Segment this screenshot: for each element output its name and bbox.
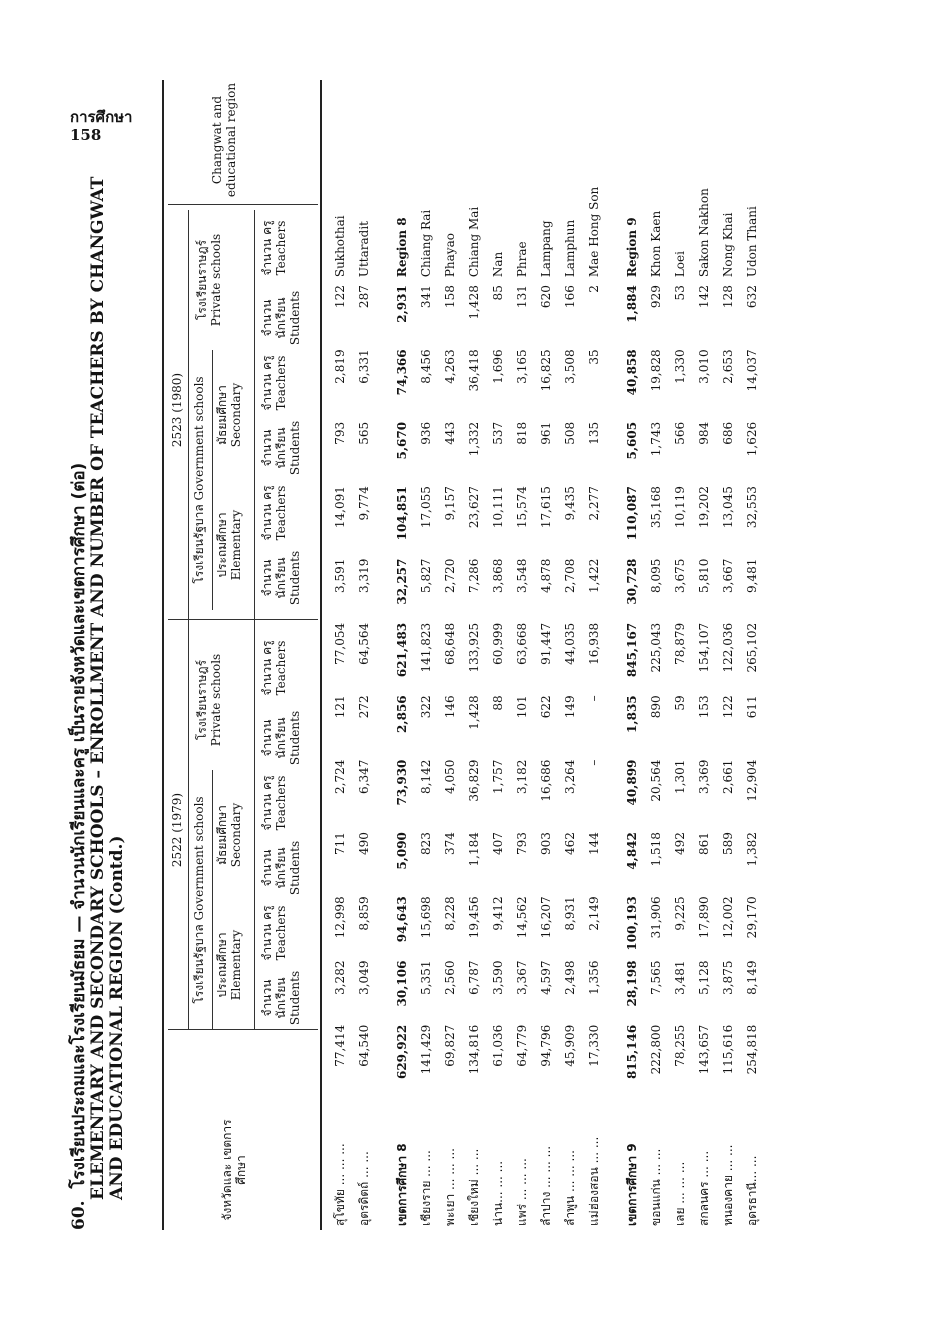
row-name-english: Region 8: [395, 217, 409, 278]
table-cell: 19,828: [649, 349, 663, 392]
table-cell: 134,816: [467, 1024, 481, 1075]
rotated-table-page: [70, 80, 890, 1230]
table-cell: 2,653: [721, 349, 735, 384]
table-cell: 9,435: [563, 486, 577, 521]
table-cell: 143,657: [697, 1024, 711, 1075]
table-row: [644, 80, 668, 1230]
table-cell: 611: [745, 695, 759, 719]
sec-header-1980: มัธยมศึกษา Secondary: [215, 382, 243, 448]
table-cell: 5,605: [625, 421, 639, 460]
table-cell: 6,347: [357, 759, 371, 794]
table-cell: 3,875: [721, 960, 735, 995]
table-cell: –: [587, 759, 601, 766]
table-cell: 149: [563, 695, 577, 719]
table-cell: 8,142: [419, 759, 433, 794]
table-cell: 12,998: [333, 896, 347, 939]
col-divider: [168, 619, 318, 620]
teachers-col-header: จำนวน ครู Teachers: [260, 640, 288, 696]
row-name-thai: เขตการศึกษา 9: [624, 1143, 639, 1226]
year-1980-header: 2523 (1980): [170, 372, 184, 448]
table-cell: 2: [587, 285, 601, 293]
header-bottom-rule: [320, 80, 322, 1230]
table-cell: 222,800: [649, 1024, 663, 1075]
table-cell: 146: [443, 695, 457, 719]
table-cell: 3,868: [491, 558, 505, 593]
table-cell: 4,050: [443, 759, 457, 794]
table-cell: 961: [539, 421, 553, 445]
table-title: [70, 80, 127, 1230]
table-cell: 793: [333, 421, 347, 445]
table-cell: 2,277: [587, 486, 601, 521]
table-cell: 3,590: [491, 960, 505, 995]
section-name: การศึกษา: [70, 108, 133, 126]
table-cell: 12,904: [745, 759, 759, 802]
row-name-english: Phayao: [443, 233, 457, 278]
header-line-1: [188, 210, 189, 1030]
row-name-english: Lampang: [539, 220, 553, 278]
table-cell: 61,036: [491, 1024, 505, 1067]
table-cell: 265,102: [745, 622, 759, 673]
table-cell: 9,412: [491, 896, 505, 931]
table-cell: 36,418: [467, 349, 481, 392]
table-row: [558, 80, 582, 1230]
table-cell: 122: [721, 695, 735, 719]
table-cell: 984: [697, 421, 711, 445]
table-cell: 1,332: [467, 421, 481, 457]
table-cell: 77,414: [333, 1024, 347, 1067]
table-cell: 254,818: [745, 1024, 759, 1075]
row-name-english: Phrae: [515, 241, 529, 278]
table-cell: 45,909: [563, 1024, 577, 1067]
table-cell: 32,553: [745, 486, 759, 529]
teachers-col-header: จำนวน ครู Teachers: [260, 220, 288, 276]
row-name-english: Nan: [491, 251, 505, 278]
table-cell: 4,263: [443, 349, 457, 384]
row-name-english: Uttaradit: [357, 221, 371, 278]
table-cell: 23,627: [467, 486, 481, 529]
table-cell: 30,728: [625, 558, 639, 605]
table-cell: 589: [721, 832, 735, 855]
table-cell: 3,675: [673, 558, 687, 593]
gov-header-1980: โรงเรียนรัฐบาล Government schools: [192, 376, 206, 584]
teachers-col-header: จำนวน ครู Teachers: [260, 775, 288, 831]
table-cell: 8,095: [649, 558, 663, 593]
row-name-thai: ขอนแก่น ... ...: [648, 1148, 663, 1226]
table-cell: 3,508: [563, 349, 577, 384]
row-name-thai: ลำพูน ... ... ...: [562, 1150, 577, 1226]
students-col-header: จำนวน นักเรียน Students: [260, 420, 302, 476]
table-cell: 101: [515, 695, 529, 719]
table-cell: 60,999: [491, 622, 505, 665]
elem-header-1980: ประถมศึกษา Elementary: [215, 509, 243, 581]
table-cell: 3,165: [515, 349, 529, 384]
table-cell: 1,301: [673, 759, 687, 794]
table-cell: 686: [721, 421, 735, 445]
table-row: [486, 80, 510, 1230]
table-cell: 17,055: [419, 486, 433, 529]
table-cell: 2,560: [443, 960, 457, 995]
table-cell: 3,182: [515, 759, 529, 794]
table-cell: 122,036: [721, 622, 735, 673]
table-cell: 3,282: [333, 960, 347, 995]
table-cell: 272: [357, 695, 371, 719]
table-cell: 890: [649, 695, 663, 719]
table-cell: 4,597: [539, 960, 553, 995]
table-cell: 537: [491, 421, 505, 445]
table-cell: 818: [515, 421, 529, 445]
row-name-thai: พะเยา ... ... ...: [442, 1148, 457, 1226]
row-name-english: Mae Hong Son: [587, 186, 601, 278]
table-cell: 3,667: [721, 558, 735, 593]
table-cell: 110,087: [625, 486, 639, 541]
row-name-thai: เชียงใหม่ ... ...: [466, 1148, 481, 1226]
row-name-english: Loei: [673, 251, 687, 278]
table-cell: 3,548: [515, 558, 529, 593]
title-english-line2: AND EDUCATIONAL REGION (Contd.): [107, 835, 127, 1200]
students-col-header: จำนวน นักเรียน Students: [260, 550, 302, 606]
table-cell: 1,835: [625, 695, 639, 733]
row-name-english: Chiang Rai: [419, 209, 433, 278]
table-cell: 133,925: [467, 622, 481, 673]
table-cell: 6,331: [357, 349, 371, 384]
table-cell: 31,906: [649, 896, 663, 939]
table-cell: 5,670: [395, 421, 409, 460]
table-cell: 3,010: [697, 349, 711, 384]
table-cell: 20,564: [649, 759, 663, 802]
table-cell: 341: [419, 285, 433, 309]
teachers-col-header: จำนวน ครู Teachers: [260, 355, 288, 411]
teachers-col-header: จำนวน ครู Teachers: [260, 485, 288, 541]
table-cell: 91,447: [539, 622, 553, 665]
table-cell: 115,616: [721, 1024, 735, 1075]
table-cell: 59: [673, 695, 687, 711]
table-cell: 141,823: [419, 622, 433, 673]
table-cell: 3,369: [697, 759, 711, 794]
table-cell: 2,724: [333, 759, 347, 794]
table-cell: 63,668: [515, 622, 529, 665]
table-cell: 845,167: [625, 622, 639, 678]
table-cell: 36,829: [467, 759, 481, 802]
table-cell: 2,819: [333, 349, 347, 384]
table-cell: 3,319: [357, 558, 371, 593]
table-cell: 35,168: [649, 486, 663, 529]
table-cell: 68,648: [443, 622, 457, 665]
table-cell: 9,481: [745, 558, 759, 593]
table-cell: 9,225: [673, 896, 687, 931]
table-cell: 135: [587, 421, 601, 445]
table-cell: 14,091: [333, 486, 347, 529]
priv-header-1979: โรงเรียนราษฎร์ Private schools: [195, 653, 223, 747]
table-cell: 77,054: [333, 622, 347, 665]
elem-header-1979: ประถมศึกษา Elementary: [215, 929, 243, 1001]
table-cell: 5,827: [419, 558, 433, 593]
table-cell: 74,366: [395, 349, 409, 396]
row-name-english: Region 9: [625, 217, 639, 278]
table-cell: 8,456: [419, 349, 433, 384]
row-name-thai: แพร่ ... ... ...: [514, 1158, 529, 1226]
table-cell: 144: [587, 832, 601, 855]
table-cell: 861: [697, 832, 711, 855]
table-cell: 73,930: [395, 759, 409, 806]
table-cell: 322: [419, 695, 433, 719]
row-name-english: Khon Kaen: [649, 210, 663, 278]
table-cell: 64,779: [515, 1024, 529, 1067]
table-cell: 13,045: [721, 486, 735, 529]
table-cell: 629,922: [395, 1024, 409, 1080]
table-cell: 443: [443, 421, 457, 445]
table-cell: 158: [443, 285, 457, 309]
table-cell: 407: [491, 832, 505, 855]
table-cell: 1,884: [625, 285, 639, 323]
table-cell: 374: [443, 832, 457, 855]
table-cell: 10,119: [673, 486, 687, 529]
table-cell: 32,257: [395, 558, 409, 605]
table-cell: 2,498: [563, 960, 577, 995]
table-cell: 88: [491, 695, 505, 711]
row-name-english: Lamphun: [563, 219, 577, 278]
students-col-header: จำนวน นักเรียน Students: [260, 970, 302, 1026]
header-line-2b: [212, 350, 213, 610]
table-row: [668, 80, 692, 1230]
row-name-thai: เขตการศึกษา 8: [394, 1143, 409, 1226]
table-cell: 3,481: [673, 960, 687, 995]
table-cell: 35: [587, 349, 601, 365]
table-cell: 10,111: [491, 486, 505, 529]
table-cell: 78,879: [673, 622, 687, 665]
row-name-thai: ลำปาง ... ... ...: [538, 1145, 553, 1226]
table-cell: 492: [673, 832, 687, 855]
region-row: [620, 80, 644, 1230]
col-divider: [168, 204, 318, 205]
table-cell: 9,157: [443, 486, 457, 521]
table-row: [328, 80, 352, 1230]
header-line-2a: [212, 770, 213, 1030]
table-cell: 94,643: [395, 896, 409, 943]
table-cell: 16,207: [539, 896, 553, 939]
table-cell: 14,562: [515, 896, 529, 939]
table-cell: 1,696: [491, 349, 505, 384]
table-cell: 2,149: [587, 896, 601, 931]
table-number: 60.: [69, 1200, 89, 1230]
table-cell: 19,456: [467, 896, 481, 939]
table-cell: 8,149: [745, 960, 759, 995]
table-cell: 3,367: [515, 960, 529, 995]
region-row: [390, 80, 414, 1230]
table-row: [582, 80, 606, 1230]
table-cell: 30,106: [395, 960, 409, 1007]
table-cell: 3,591: [333, 558, 347, 593]
table-cell: 153: [697, 695, 711, 719]
table-cell: 17,615: [539, 486, 553, 529]
table-cell: 141,429: [419, 1024, 433, 1075]
table-cell: 1,356: [587, 960, 601, 995]
table-row: [462, 80, 486, 1230]
table-cell: 621,483: [395, 622, 409, 678]
table-cell: 490: [357, 832, 371, 855]
table-cell: 16,825: [539, 349, 553, 392]
table-cell: 5,090: [395, 832, 409, 870]
table-row: [740, 80, 764, 1230]
table-cell: 17,330: [587, 1024, 601, 1067]
table-cell: 566: [673, 421, 687, 445]
table-cell: 2,720: [443, 558, 457, 593]
table-cell: 4,842: [625, 832, 639, 870]
table-cell: 462: [563, 832, 577, 855]
table-cell: 7,565: [649, 960, 663, 995]
row-name-thai: อุตรดิตถ์ ... ...: [356, 1151, 371, 1226]
table-cell: 793: [515, 832, 529, 855]
table-cell: 903: [539, 832, 553, 855]
table-cell: 3,049: [357, 960, 371, 995]
table-cell: 632: [745, 285, 759, 309]
table-cell: 622: [539, 695, 553, 719]
table-cell: 166: [563, 285, 577, 309]
row-name-thai: สกลนคร ... ...: [696, 1150, 711, 1226]
table-row: [692, 80, 716, 1230]
col-divider: [168, 1029, 318, 1030]
table-cell: 78,255: [673, 1024, 687, 1067]
table-cell: 3,264: [563, 759, 577, 794]
table-cell: 1,757: [491, 759, 505, 794]
table-cell: 8,931: [563, 896, 577, 931]
table-cell: 1,422: [587, 558, 601, 593]
data-table: [328, 80, 764, 1230]
students-col-header: จำนวน นักเรียน Students: [260, 840, 302, 896]
table-cell: 15,698: [419, 896, 433, 939]
table-cell: 64,564: [357, 622, 371, 665]
table-cell: 565: [357, 421, 371, 445]
table-row: [534, 80, 558, 1230]
table-row: [352, 80, 376, 1230]
title-english-line1: ELEMENTARY AND SECONDARY SCHOOLS – ENROLLMENT AND NUMBER OF TEACHERS BY CHANGWAT: [88, 176, 108, 1200]
students-col-header: จำนวน นักเรียน Students: [260, 710, 302, 766]
table-cell: 7,286: [467, 558, 481, 593]
table-cell: 5,128: [697, 960, 711, 995]
table-cell: 15,574: [515, 486, 529, 529]
table-cell: 64,540: [357, 1024, 371, 1067]
table-cell: 508: [563, 421, 577, 445]
table-cell: 53: [673, 285, 687, 301]
table-cell: 8,859: [357, 896, 371, 931]
table-cell: 12,002: [721, 896, 735, 939]
table-cell: 1,330: [673, 349, 687, 384]
table-cell: 711: [333, 832, 347, 855]
table-cell: 122: [333, 285, 347, 309]
row-name-thai: เชียงราย ... ...: [418, 1150, 433, 1226]
table-cell: 1,428: [467, 695, 481, 730]
table-cell: 142: [697, 285, 711, 309]
table-row: [438, 80, 462, 1230]
changwat-header-en: Changwat and educational region: [210, 82, 238, 198]
top-rule: [162, 80, 164, 1230]
table-cell: 40,899: [625, 759, 639, 806]
table-cell: 8,228: [443, 896, 457, 931]
table-cell: 1,382: [745, 832, 759, 867]
header-line-3: [254, 210, 255, 1030]
table-cell: 29,170: [745, 896, 759, 939]
row-name-english: Udon Thani: [745, 206, 759, 278]
teachers-col-header: จำนวน ครู Teachers: [260, 905, 288, 961]
table-cell: 16,938: [587, 622, 601, 665]
table-cell: 104,851: [395, 486, 409, 541]
table-cell: 936: [419, 421, 433, 445]
table-cell: 6,787: [467, 960, 481, 995]
row-name-thai: อุดรธานี... ...: [744, 1155, 759, 1226]
table-cell: 1,743: [649, 421, 663, 457]
row-name-thai: เลย ... ... ...: [672, 1161, 687, 1226]
table-cell: 225,043: [649, 622, 663, 673]
priv-header-1980: โรงเรียนราษฎร์ Private schools: [195, 233, 223, 327]
table-row: [414, 80, 438, 1230]
page-number: 158: [70, 126, 102, 144]
row-name-english: Chiang Mai: [467, 206, 481, 278]
table-cell: 9,774: [357, 486, 371, 521]
table-cell: 2,931: [395, 285, 409, 323]
row-name-thai: หนองคาย ... ...: [720, 1144, 735, 1226]
table-cell: 69,827: [443, 1024, 457, 1067]
students-col-header: จำนวน นักเรียน Students: [260, 290, 302, 346]
table-cell: 19,202: [697, 486, 711, 529]
sec-header-1979: มัธยมศึกษา Secondary: [215, 802, 243, 868]
table-cell: 2,708: [563, 558, 577, 593]
gov-header-1979: โรงเรียนรัฐบาล Government schools: [192, 796, 206, 1004]
table-cell: 1,518: [649, 832, 663, 867]
table-cell: 1,184: [467, 832, 481, 867]
row-name-thai: น่าน... ... ...: [490, 1160, 505, 1226]
title-thai: โรงเรียนประถมและโรงเรียนมัธยม — จำนวนนักเรียนและครู เป็นรายจังหวัดและเขตการศึกษา (ต่อ): [69, 462, 89, 1189]
table-cell: 44,035: [563, 622, 577, 665]
table-cell: 929: [649, 285, 663, 309]
table-cell: 121: [333, 695, 347, 719]
table-cell: 131: [515, 285, 529, 309]
table-cell: 85: [491, 285, 505, 301]
table-cell: 2,661: [721, 759, 735, 794]
row-name-english: Sakon Nakhon: [697, 188, 711, 278]
row-name-english: Nong Khai: [721, 212, 735, 278]
year-1979-header: 2522 (1979): [170, 792, 184, 868]
table-cell: 17,890: [697, 896, 711, 939]
table-cell: 40,858: [625, 349, 639, 396]
table-cell: 5,351: [419, 960, 433, 995]
table-cell: 1,626: [745, 421, 759, 457]
table-cell: 94,796: [539, 1024, 553, 1067]
table-cell: 154,107: [697, 622, 711, 673]
row-name-thai: แม่ฮ่องสอน ... ...: [586, 1136, 601, 1226]
table-cell: 815,146: [625, 1024, 639, 1080]
table-cell: 16,686: [539, 759, 553, 802]
table-cell: 14,037: [745, 349, 759, 392]
table-cell: 620: [539, 285, 553, 309]
table-cell: 1,428: [467, 285, 481, 320]
row-name-thai: สุโขทัย ... ... ...: [332, 1143, 347, 1226]
table-row: [716, 80, 740, 1230]
table-cell: 2,856: [395, 695, 409, 733]
row-name-english: Sukhothai: [333, 215, 347, 278]
table-cell: 287: [357, 285, 371, 309]
table-row: [510, 80, 534, 1230]
table-cell: 100,193: [625, 896, 639, 951]
table-cell: 5,810: [697, 558, 711, 593]
changwat-header-thai: จังหวัดและ เขตการศึกษา: [220, 1119, 248, 1221]
table-cell: 823: [419, 832, 433, 855]
table-cell: 28,198: [625, 960, 639, 1007]
table-cell: 4,878: [539, 558, 553, 593]
table-cell: 128: [721, 285, 735, 309]
table-cell: –: [587, 695, 601, 702]
